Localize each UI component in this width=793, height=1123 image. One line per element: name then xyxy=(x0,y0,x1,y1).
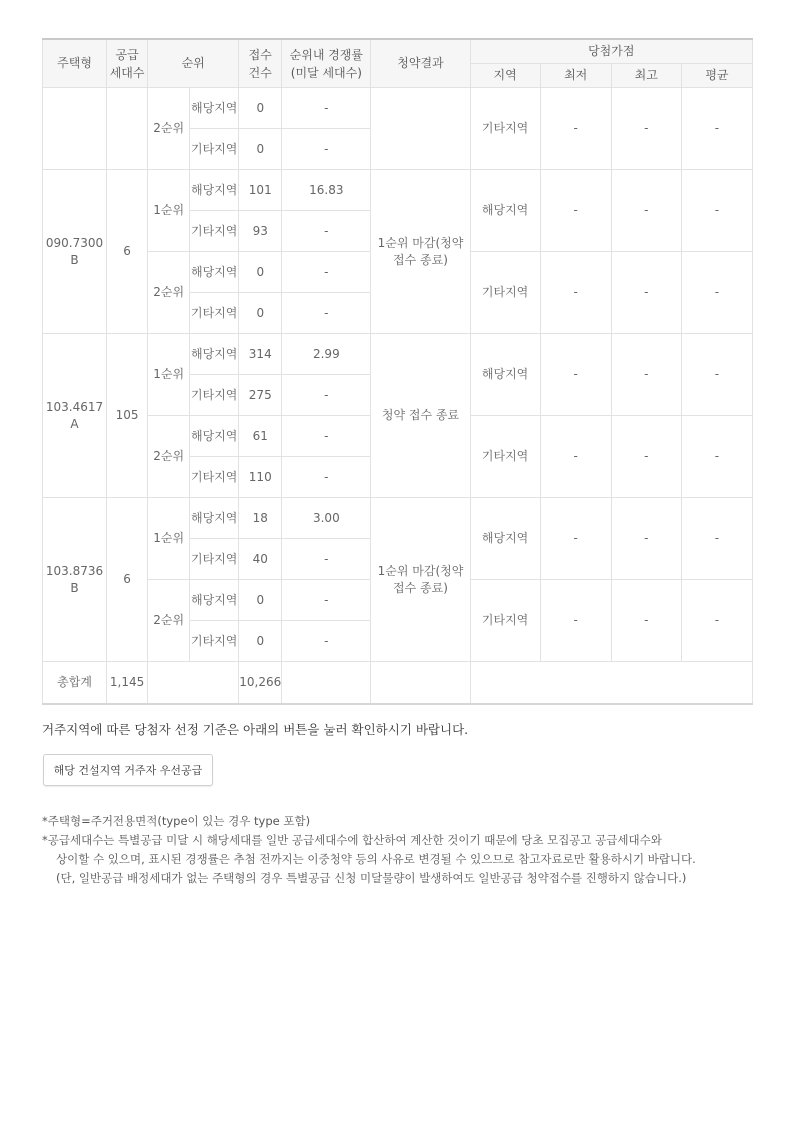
score-max: - xyxy=(611,416,681,498)
area-label: 기타지역 xyxy=(190,457,239,498)
score-max: - xyxy=(611,498,681,580)
rank-label: 1순위 xyxy=(148,334,190,416)
score-avg: - xyxy=(681,170,752,252)
total-empty-cell xyxy=(371,662,470,705)
total-empty-cell xyxy=(282,662,371,705)
competition-ratio: 16.83 xyxy=(282,170,371,211)
area-label: 해당지역 xyxy=(190,334,239,375)
supply-units-cell: 6 xyxy=(107,170,148,334)
application-count: 0 xyxy=(239,293,282,334)
competition-ratio: - xyxy=(282,129,371,170)
area-label: 기타지역 xyxy=(190,129,239,170)
score-min: - xyxy=(540,170,611,252)
area-label: 기타지역 xyxy=(190,375,239,416)
application-count: 314 xyxy=(239,334,282,375)
table-row xyxy=(43,170,753,211)
application-count: 0 xyxy=(239,129,282,170)
area-label: 해당지역 xyxy=(190,88,239,129)
rank-label: 2순위 xyxy=(148,252,190,334)
score-max: - xyxy=(611,88,681,170)
score-avg: - xyxy=(681,416,752,498)
total-row xyxy=(43,662,753,705)
table-row xyxy=(43,498,753,539)
competition-ratio: 3.00 xyxy=(282,498,371,539)
supply-units-cell: 6 xyxy=(107,498,148,662)
score-region: 해당지역 xyxy=(470,170,540,252)
competition-ratio: - xyxy=(282,211,371,252)
score-min: - xyxy=(540,580,611,662)
total-supply-units: 1,145 xyxy=(107,662,148,705)
competition-ratio: 2.99 xyxy=(282,334,371,375)
application-count: 275 xyxy=(239,375,282,416)
competition-ratio: - xyxy=(282,457,371,498)
score-min: - xyxy=(540,252,611,334)
result-cell: 1순위 마감(청약 접수 종료) xyxy=(371,498,470,662)
supply-units-cell xyxy=(107,88,148,170)
footnotes xyxy=(42,812,762,888)
application-count: 0 xyxy=(239,88,282,129)
competition-ratio: - xyxy=(282,375,371,416)
score-min: - xyxy=(540,416,611,498)
application-count: 101 xyxy=(239,170,282,211)
area-label: 해당지역 xyxy=(190,252,239,293)
total-empty-cell xyxy=(148,662,239,705)
competition-ratio: - xyxy=(282,293,371,334)
header-max: 최고 xyxy=(611,64,681,88)
footnote-supply-units: *공급세대수는 특별공급 미달 시 해당세대를 일반 공급세대수에 합산하여 계산한 것이기 때문에 당초 모집공고 공급세대수와 xyxy=(42,833,662,847)
selection-criteria-notice: 거주지역에 따른 당첨자 선정 기준은 아래의 버튼을 눌러 확인하시기 바랍니다. xyxy=(42,722,469,737)
score-max: - xyxy=(611,334,681,416)
total-applications: 10,266 xyxy=(239,662,282,705)
supply-units-cell: 105 xyxy=(107,334,148,498)
score-avg: - xyxy=(681,252,752,334)
score-min: - xyxy=(540,88,611,170)
table-body xyxy=(43,88,753,705)
score-avg: - xyxy=(681,334,752,416)
application-count: 61 xyxy=(239,416,282,457)
score-region: 해당지역 xyxy=(470,334,540,416)
header-supply-units: 공급 세대수 xyxy=(107,39,148,88)
result-cell: 청약 접수 종료 xyxy=(371,334,470,498)
area-label: 기타지역 xyxy=(190,211,239,252)
area-label: 해당지역 xyxy=(190,416,239,457)
score-region: 기타지역 xyxy=(470,252,540,334)
rank-label: 1순위 xyxy=(148,170,190,252)
competition-ratio: - xyxy=(282,621,371,662)
application-count: 18 xyxy=(239,498,282,539)
rank-label: 2순위 xyxy=(148,416,190,498)
area-label: 해당지역 xyxy=(190,170,239,211)
application-count: 0 xyxy=(239,621,282,662)
header-region: 지역 xyxy=(470,64,540,88)
score-region: 기타지역 xyxy=(470,88,540,170)
area-label: 해당지역 xyxy=(190,580,239,621)
housing-type-cell: 103.8736B xyxy=(43,498,107,662)
footnote-housing-type: *주택형=주거전용면적(type이 있는 경우 type 포함) xyxy=(42,814,311,828)
score-avg: - xyxy=(681,498,752,580)
rank-label: 2순위 xyxy=(148,580,190,662)
score-min: - xyxy=(540,334,611,416)
header-housing-type: 주택형 xyxy=(43,39,107,88)
rank-label: 1순위 xyxy=(148,498,190,580)
score-max: - xyxy=(611,252,681,334)
area-label: 기타지역 xyxy=(190,293,239,334)
competition-ratio: - xyxy=(282,88,371,129)
header-avg: 평균 xyxy=(681,64,752,88)
application-count: 40 xyxy=(239,539,282,580)
score-region: 기타지역 xyxy=(470,416,540,498)
header-applications: 접수 건수 xyxy=(239,39,282,88)
competition-ratio: - xyxy=(282,539,371,580)
score-region: 기타지역 xyxy=(470,580,540,662)
table-row xyxy=(43,334,753,375)
header-result: 청약결과 xyxy=(371,39,470,88)
application-count: 0 xyxy=(239,252,282,293)
score-max: - xyxy=(611,580,681,662)
header-rank: 순위 xyxy=(148,39,239,88)
header-min: 최저 xyxy=(540,64,611,88)
header-winning-score: 당첨가점 xyxy=(470,39,752,64)
housing-type-cell: 090.7300B xyxy=(43,170,107,334)
competition-ratio: - xyxy=(282,416,371,457)
subscription-result-section xyxy=(42,38,753,705)
table-row xyxy=(43,88,753,129)
total-empty-cell xyxy=(470,662,752,705)
footnote-no-allocation: (단, 일반공급 배정세대가 없는 주택형의 경우 특별공급 신청 미달물량이 발생하여도 일반공급 청약접수를 진행하지 않습니다.) xyxy=(56,871,687,885)
score-min: - xyxy=(540,498,611,580)
total-label: 총합계 xyxy=(43,662,107,705)
header-competition: 순위내 경쟁률 (미달 세대수) xyxy=(282,39,371,88)
competition-ratio: - xyxy=(282,252,371,293)
result-cell xyxy=(371,88,470,170)
area-label: 해당지역 xyxy=(190,498,239,539)
score-max: - xyxy=(611,170,681,252)
result-cell: 1순위 마감(청약 접수 종료) xyxy=(371,170,470,334)
housing-type-cell xyxy=(43,88,107,170)
application-count: 0 xyxy=(239,580,282,621)
area-label: 기타지역 xyxy=(190,621,239,662)
subscription-result-table xyxy=(42,38,753,705)
area-label: 기타지역 xyxy=(190,539,239,580)
rank-label: 2순위 xyxy=(148,88,190,170)
table-header xyxy=(43,39,753,88)
score-region: 해당지역 xyxy=(470,498,540,580)
competition-ratio: - xyxy=(282,580,371,621)
priority-supply-button[interactable]: 해당 건설지역 거주자 우선공급 xyxy=(43,754,213,786)
application-count: 110 xyxy=(239,457,282,498)
application-count: 93 xyxy=(239,211,282,252)
footnote-supply-units-cont: 상이할 수 있으며, 표시된 경쟁률은 추첨 전까지는 이중청약 등의 사유로 변경될 수 있으므로 참고자료로만 활용하시기 바랍니다. xyxy=(56,852,696,866)
score-avg: - xyxy=(681,580,752,662)
score-avg: - xyxy=(681,88,752,170)
housing-type-cell: 103.4617A xyxy=(43,334,107,498)
